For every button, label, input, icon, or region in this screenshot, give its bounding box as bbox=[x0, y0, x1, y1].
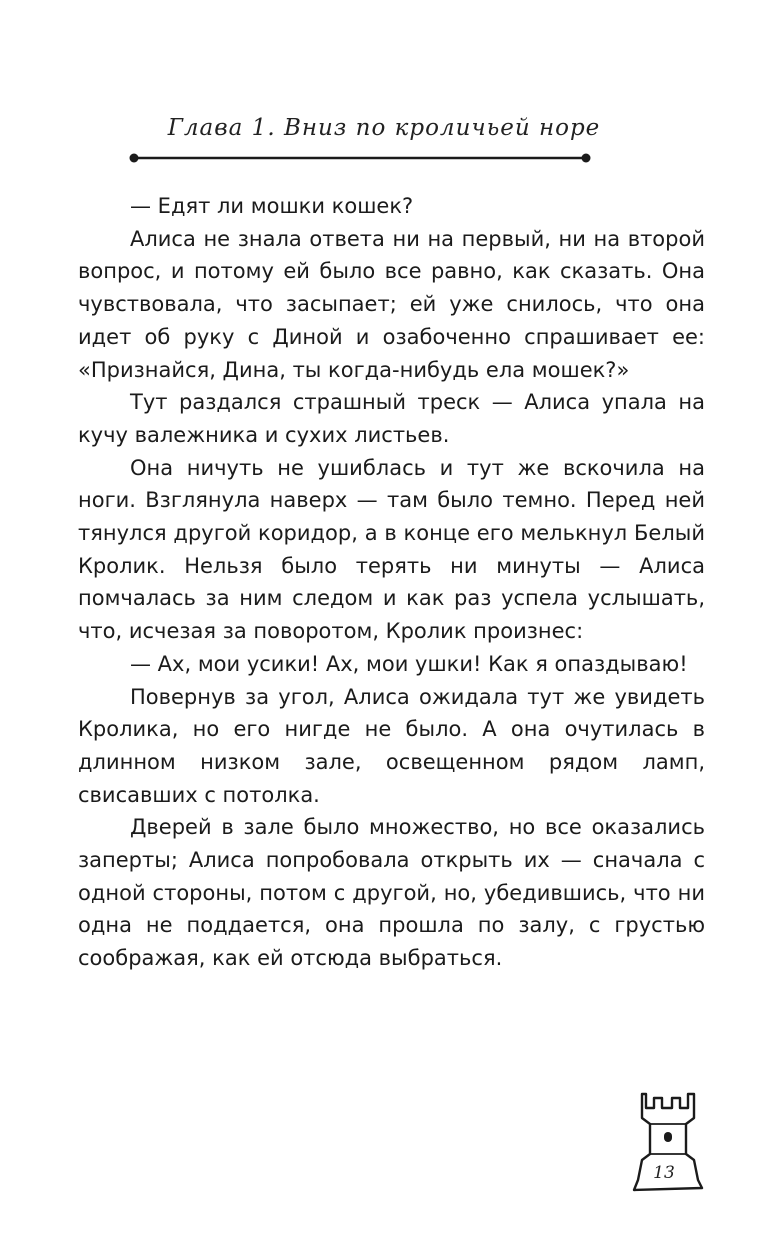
header-divider bbox=[128, 150, 592, 166]
paragraph: Она ничуть не ушиблась и тут же вскочила на ноги. Взглянула наверх — там было темно. Перед ней тянулся другой коридор, а в конце его мелькнул Белый Кролик. Нельзя было терять ни минуты — Алиса помчалась за ним следом и как раз успела услышать, что, исчезая за поворотом, Кролик произнес: bbox=[78, 455, 705, 644]
paragraph: Дверей в зале было множество, но все оказались заперты; Алиса попробовала открыть их — сначала с одной стороны, потом с другой, но, убедившись, что ни одна не поддается, она прошла по залу, с грустью соображая, как ей отсюда выбраться. bbox=[78, 815, 705, 971]
chapter-title: Глава 1. Вниз по кроличьей норе bbox=[167, 115, 601, 141]
page-body bbox=[78, 190, 705, 975]
paragraph: — Едят ли мошки кошек? bbox=[130, 194, 414, 218]
paragraph: Алиса не знала ответа ни на первый, ни на второй вопрос, и потому ей было все равно, как сказать. Она чувствовала, что засыпает; ей уже снилось, что она идет об руку с Диной и озабоченно спрашивает ее: «Признайся, Дина, ты когда-нибудь ела мошек?» bbox=[78, 226, 705, 382]
paragraph: — Ах, мои усики! Ах, мои ушки! Как я опаздываю! bbox=[130, 651, 688, 676]
paragraph: Тут раздался страшный треск — Алиса упала на кучу валежника и сухих листьев. bbox=[78, 390, 705, 447]
page-number: 13 bbox=[653, 1163, 675, 1183]
paragraph: Повернув за угол, Алиса ожидала тут же увидеть Кролика, но его нигде не было. А она очутилась в длинном низком зале, освещенном рядом ламп, свисавших с потолка. bbox=[78, 684, 705, 807]
